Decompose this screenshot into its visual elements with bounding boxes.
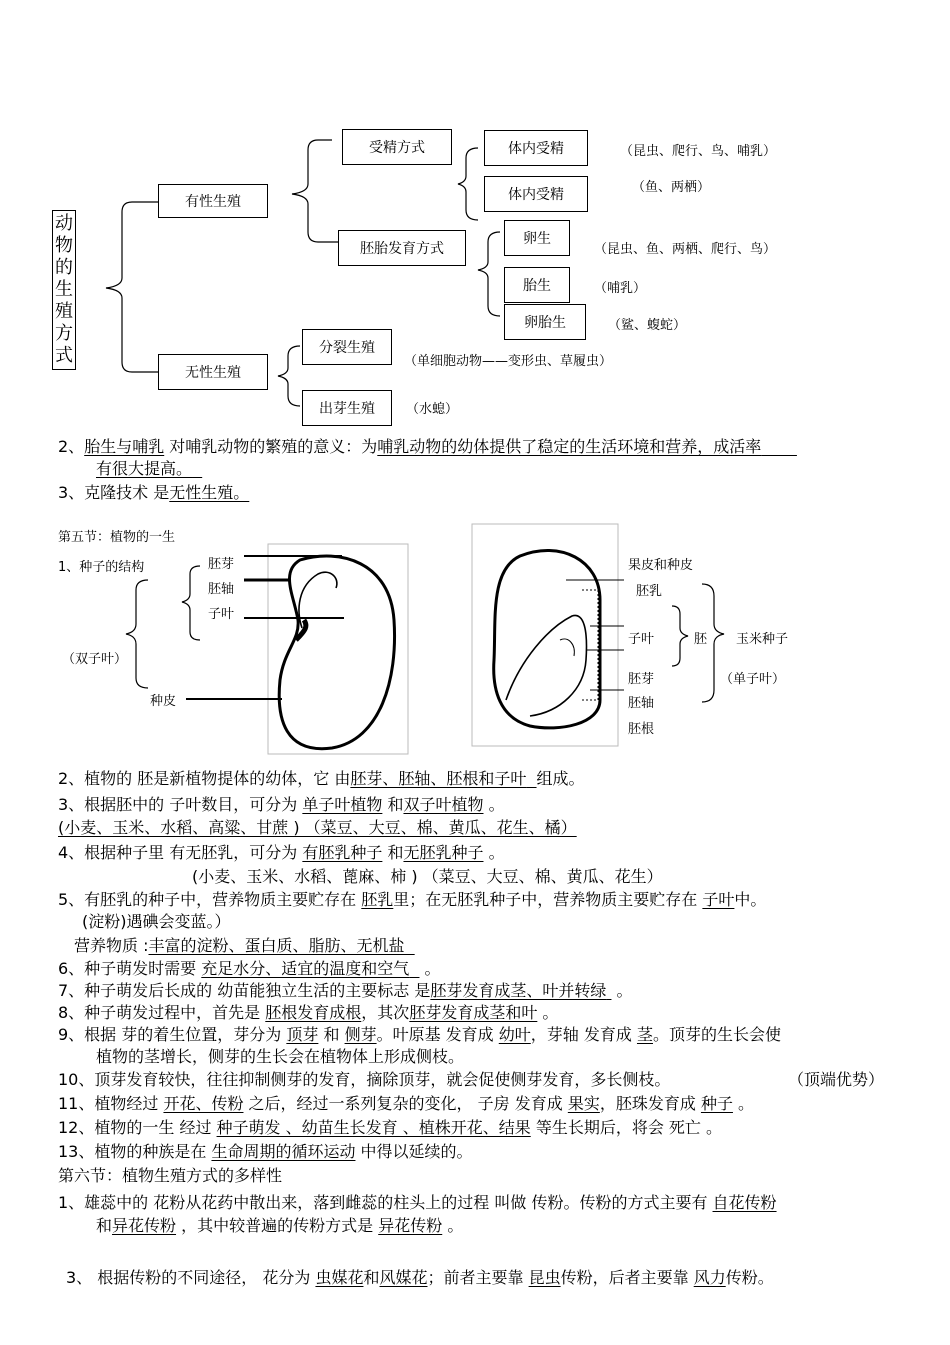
corn-seed-label: 玉米种子	[736, 632, 789, 647]
note-oviparous: （昆虫、鱼、两栖、爬行、鸟）	[594, 242, 777, 257]
section5-title: 第五节：植物的一生	[58, 530, 176, 545]
viviparous-box: 胎生	[504, 267, 570, 303]
section6-title: 第六节：植物生殖方式的多样性	[58, 1166, 283, 1185]
line-11: 11、植物经过 开花、传粉 之后，经过一系列复杂的变化， 子房 发育成 果实，胚珠发育成 种子 。	[58, 1094, 755, 1113]
corn-hypocotyl-label: 胚轴	[628, 696, 655, 711]
corn-pericarp-label: 果皮和种皮	[628, 558, 694, 573]
bean-plumule-label: 胚芽	[208, 557, 235, 572]
ovoviviparous-box: 卵胎生	[504, 304, 586, 340]
note-internal-1: （昆虫、爬行、鸟、哺乳）	[620, 144, 777, 159]
line-7: 7、种子萌发后长成的 幼苗能独立生活的主要标志 是胚芽发育成茎、叶并转绿 。	[58, 981, 633, 1000]
line-s6-1-cont: 和异花传粉 ，其中较普遍的传粉方式是 异花传粉 。	[96, 1216, 464, 1235]
embryo-box: 胚胎发育方式	[338, 230, 466, 266]
corn-cotyledon-label: 子叶	[628, 632, 655, 647]
fission-box: 分裂生殖	[302, 329, 392, 365]
note-internal-2: （鱼、两栖）	[632, 180, 711, 195]
internal-fert-box-1: 体内受精	[484, 130, 588, 166]
corn-embryo-label: 胚	[694, 632, 708, 647]
line-12: 12、植物的一生 经过 种子萌发 、幼苗生长发育 、植株开花、结果 等生长期后，将会 死亡 。	[58, 1118, 722, 1137]
bean-cotyledon-label: 子叶	[208, 607, 235, 622]
para-viviparous-cont: 有很大提高。	[96, 459, 193, 478]
budding-box: 出芽生殖	[302, 390, 392, 426]
root-box: 动物的生殖方式	[52, 210, 76, 370]
line-6: 6、种子萌发时需要 充足水分、适宜的温度和空气 。	[58, 959, 441, 978]
line-s6-3: 3、 根据传粉的不同途径， 花分为 虫媒花和风媒花；前者主要靠 昆虫传粉，后者主要靠 风力传粉。	[66, 1268, 774, 1287]
line-5-nutrients: 营养物质 :丰富的淀粉、蛋白质、脂肪、无机盐	[74, 936, 405, 955]
line-2: 2、植物的 胚是新植物提体的幼体，它 由胚芽、胚轴、胚根和子叶 组成。	[58, 769, 585, 788]
line-5-starch: (淀粉)遇碘会变蓝。）	[82, 912, 231, 931]
line-13: 13、植物的种族是在 生命周期的循环运动 中得以延续的。	[58, 1142, 473, 1161]
line-3-examples: (小麦、玉米、水稻、高粱、甘蔗 ) （菜豆、大豆、棉、黄瓜、花生、橘）	[58, 818, 577, 837]
line-9-cont: 植物的茎增长，侧芽的生长会在植物体上形成侧枝。	[96, 1047, 465, 1066]
bean-hypocotyl-label: 胚轴	[208, 582, 235, 597]
note-budding: （水螅）	[406, 402, 459, 417]
seed-structure-label: 1、种子的结构	[58, 560, 145, 575]
line-9: 9、根据 芽的着生位置，芽分为 顶芽 和 侧芽。叶原基 发育成 幼叶，芽轴 发育成 茎。顶芽的生长会使	[58, 1025, 781, 1044]
asexual-box: 无性生殖	[158, 354, 268, 390]
note-viviparous: （哺乳）	[594, 281, 647, 296]
corn-radicle-label: 胚根	[628, 722, 655, 737]
para-cloning: 3、克隆技术 是无性生殖。	[58, 483, 250, 502]
line-8: 8、种子萌发过程中，首先是 胚根发育成根，其次胚芽发育成茎和叶 。	[58, 1003, 559, 1022]
internal-fert-box-2: 体内受精	[484, 176, 588, 212]
line-s6-1: 1、雄蕊中的 花粉从花药中散出来，落到雌蕊的柱头上的过程 叫做 传粉。传粉的方式主要有 自花传粉	[58, 1193, 777, 1212]
oviparous-box: 卵生	[504, 220, 570, 256]
para-viviparous: 2、胎生与哺乳 对哺乳动物的繁殖的意义：为哺乳动物的幼体提供了稳定的生活环境和营养，成活率	[58, 437, 762, 456]
line-3: 3、根据胚中的 子叶数目，可分为 单子叶植物 和双子叶植物 。	[58, 795, 505, 814]
line-4-examples: (小麦、玉米、水稻、蓖麻、柿 ) （菜豆、大豆、棉、黄瓜、花生）	[192, 867, 663, 886]
corn-plumule-label: 胚芽	[628, 672, 655, 687]
line-5: 5、有胚乳的种子中，营养物质主要贮存在 胚乳里；在无胚乳种子中，营养物质主要贮存在 子叶中。	[58, 890, 767, 909]
note-fission: （单细胞动物——变形虫、草履虫）	[404, 354, 613, 369]
monocot-label: （单子叶）	[720, 672, 786, 687]
line-10: 10、顶芽发育较快，往往抑制侧芽的发育，摘除顶芽，就会促使侧芽发育，多长侧枝。	[58, 1070, 671, 1089]
fertilization-box: 受精方式	[342, 129, 452, 165]
corn-endosperm-label: 胚乳	[636, 584, 663, 599]
line-4: 4、根据种子里 有无胚乳，可分为 有胚乳种子 和无胚乳种子 。	[58, 843, 505, 862]
note-ovoviviparous: （鲨、蝮蛇）	[608, 318, 687, 333]
sexual-box: 有性生殖	[158, 184, 268, 218]
line-10-note: （顶端优势）	[788, 1070, 885, 1089]
dicot-label: （双子叶）	[62, 652, 128, 667]
bean-coat-label: 种皮	[150, 694, 177, 709]
